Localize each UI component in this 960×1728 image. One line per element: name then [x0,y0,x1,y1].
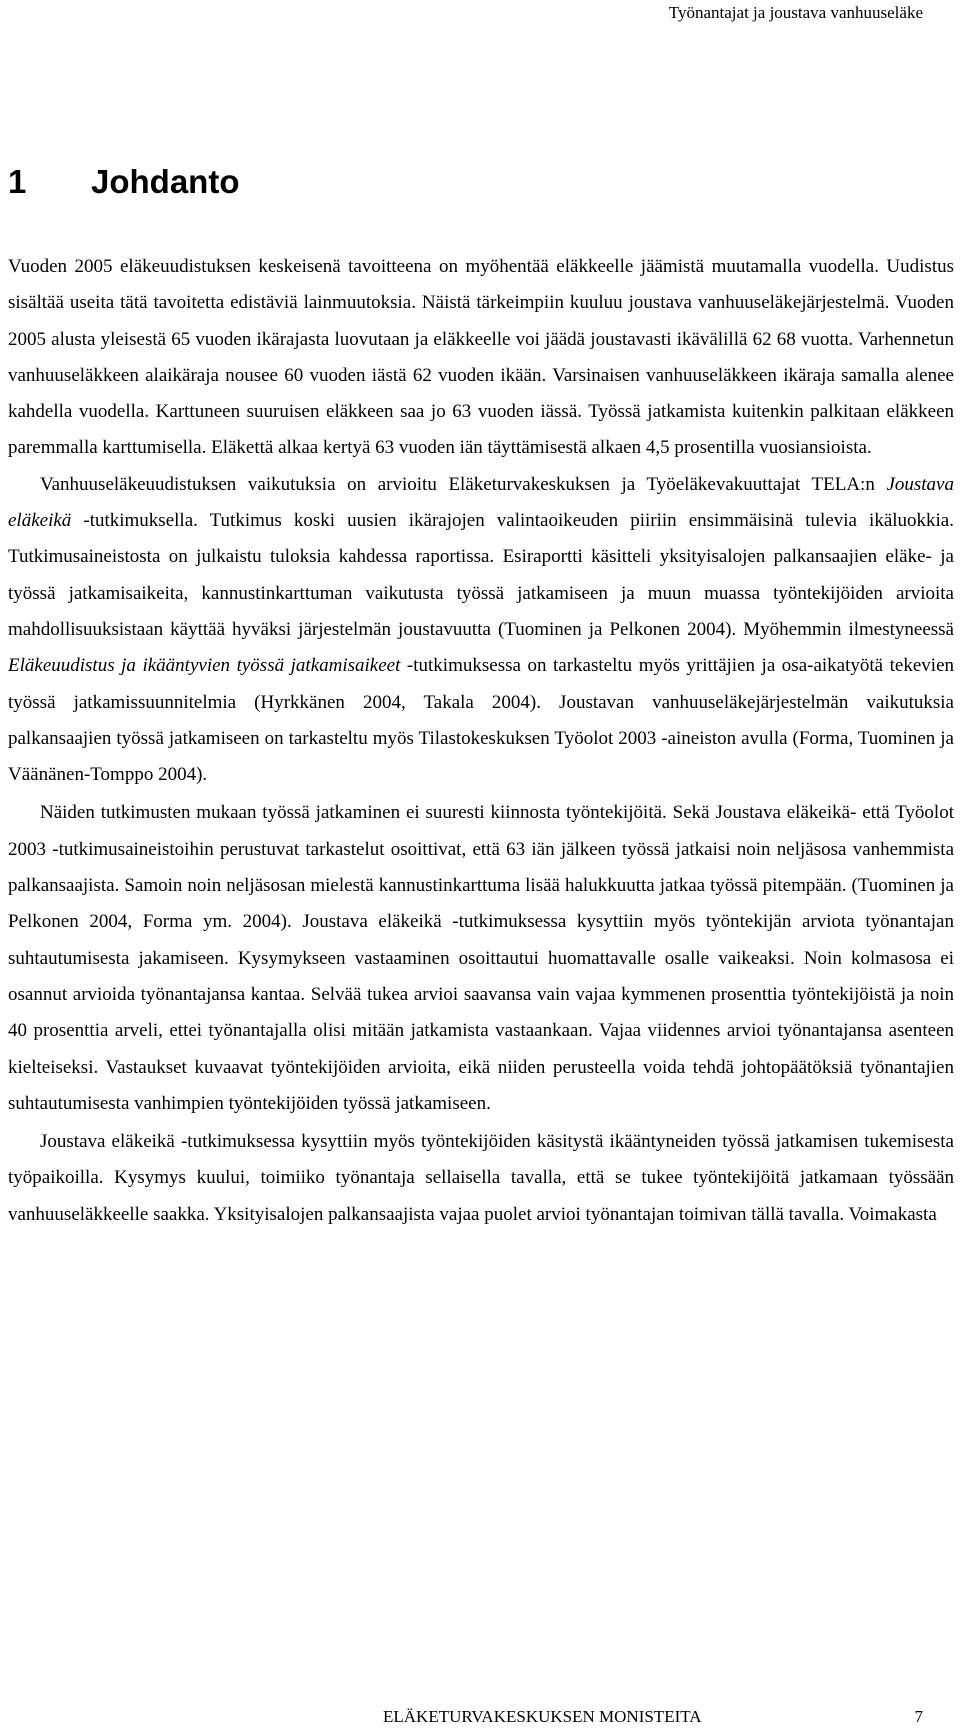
paragraph-2-text-c: -tutkimuksessa on tarkasteltu myös yrittäjien ja osa-aikatyötä tekevien työssä jatkamissuunnitelmia (Hyrkkänen 2004, Takala 2004). Joustavan vanhuuseläkejärjestelmän vaikutuksia palkansaajien työssä jatkamiseen on tarkasteltu myös Tilastokeskuksen Työolot 2003 -aineiston avulla (Forma, Tuominen ja Väänänen-Tomppo 2004). [8,655,954,786]
paragraph-4: Joustava eläkeikä -tutkimuksessa kysyttiin myös työntekijöiden käsitystä ikääntyneiden työssä jatkamisen tukemisesta työpaikoilla. Kysymys kuului, toimiiko työnantaja sellaisella tavalla, että se tukee työntekijöitä jatkamaan työssään vanhuuseläkkeelle saakka. Yksityisalojen palkansaajista vajaa puolet arvioi työnantajan toimivan tällä tavalla. Voimakasta [8,1131,954,1225]
paragraph-2 [8,467,954,794]
body-text [8,249,954,1233]
paragraph-2-text-b: -tutkimuksella. Tutkimus koski uusien ikärajojen valintaoikeuden piiriin ensimmäisinä tulevia ikäluokkia. Tutkimusaineistosta on julkaistu tuloksia kahdessa raportissa. Esiraportti käsitteli yksityisalojen palkansaajien eläke- ja työssä jatkamisaikeita, kannustinkarttuman vaikutusta työssä jatkamiseen ja muun muassa työntekijöiden arvioita mahdollisuuksistaan käyttää hyväksi järjestelmän joustavuutta (Tuominen ja Pelkonen 2004). Myöhemmin ilmestyneessä [8,510,954,640]
chapter-title-text: Johdanto [91,163,240,200]
running-footer: ELÄKETURVAKESKUKSEN MONISTEITA [383,1707,702,1726]
page-number: 7 [914,1707,923,1726]
paragraph-2-text-a: Vanhuuseläkeuudistuksen vaikutuksia on arvioitu Eläketurvakeskuksen ja Työeläkevakuuttajat TELA:n [40,473,887,495]
paragraph-2-title-b: Eläkeuudistus ja ikääntyvien työssä jatkamisaikeet [8,655,401,677]
paragraph-1: Vuoden 2005 eläkeuudistuksen keskeisenä tavoitteena on myöhentää eläkkeelle jäämistä muutamalla vuodella. Uudistus sisältää useita tätä tavoitetta edistäviä lainmuutoksia. Näistä tärkeimpiin kuuluu joustava vanhuuseläkejärjestelmä. Vuoden 2005 alusta yleisestä 65 vuoden ikärajasta luovutaan ja eläkkeelle voi jäädä joustavasti ikävälillä 62 68 vuotta. Varhennetun vanhuuseläkkeen alaikäraja nousee 60 vuoden iästä 62 vuoden ikään. Varsinaisen vanhuuseläkkeen ikäraja samalla alenee kahdella vuodella. Karttuneen suuruisen eläkkeen saa jo 63 vuoden iässä. Työssä jatkamista kuitenkin palkitaan eläkkeen paremmalla karttumisella. Eläkettä alkaa kertyä 63 vuoden iän täyttämisestä alkaen 4,5 prosentilla vuosiansioista. [8,256,954,459]
running-header: Työnantajat ja joustava vanhuuseläke [668,3,923,22]
paragraph-2-title-a: Joustava eläkeikä [8,473,954,532]
chapter-number: 1 [8,163,27,200]
paragraph-3: Näiden tutkimusten mukaan työssä jatkaminen ei suuresti kiinnosta työntekijöitä. Sekä Joustava eläkeikä- että Työolot 2003 -tutkimusaineistoihin perustuvat tarkastelut osoittivat, että 63 iän jälkeen työssä jatkaisi noin neljäsosa vanhemmista palkansaajista. Samoin noin neljäsosan mielestä kannustinkarttuma lisää halukkuutta jatkaa työssä pitempään. (Tuominen ja Pelkonen 2004, Forma ym. 2004). Joustava eläkeikä -tutkimuksessa kysyttiin myös työntekijän arviota työnantajan suhtautumisesta jakamiseen. Kysymykseen vastaaminen osoittautui huomattavalle osalle vaikeaksi. Noin kolmasosa ei osannut arvioida työnantajansa kantaa. Selvää tukea arvioi saavansa vain vajaa kymmenen prosenttia työntekijöistä ja noin 40 prosenttia arveli, ettei työnantajalla olisi mitään jatkamista vastaankaan. Vajaa viidennes arvioi työnantajansa asenteen kielteiseksi. Vastaukset kuvaavat työntekijöiden arvioita, eikä niiden perusteella voida tehdä johtopäätöksiä työnantajien suhtautumisesta vanhimpien työntekijöiden työssä jatkamiseen. [8,802,954,1114]
chapter-title [8,160,239,204]
